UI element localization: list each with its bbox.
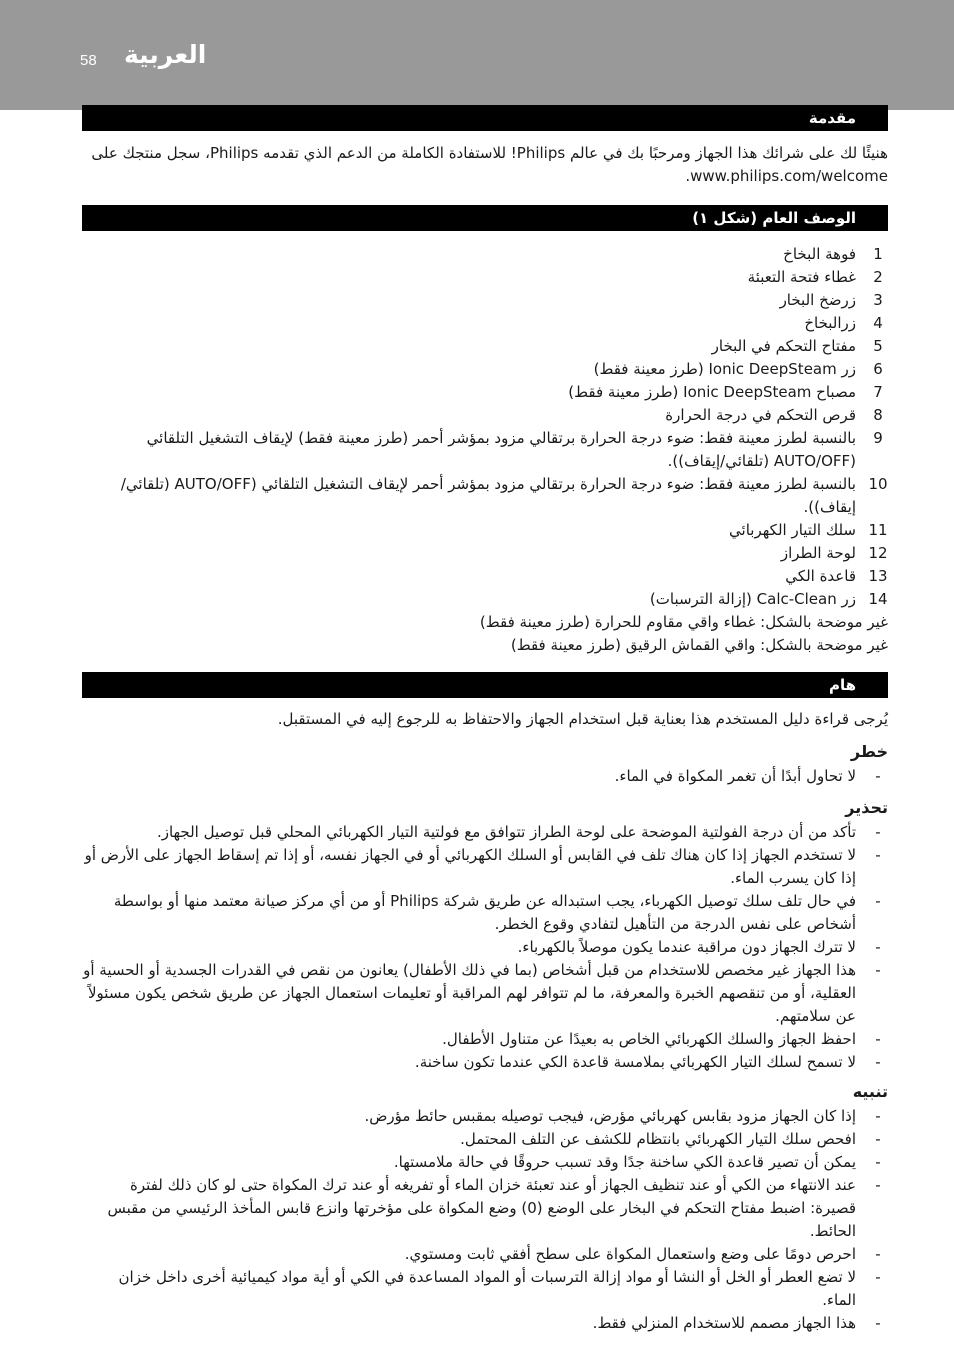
general-list-item <box>82 266 888 289</box>
caution-item <box>82 1312 888 1335</box>
list-item-text: لا تترك الجهاز دون مراقبة عندما يكون موصلاً بالكهرباء. <box>517 938 856 956</box>
list-marker: 14 <box>868 590 888 608</box>
list-marker: 1 <box>873 245 883 263</box>
list-marker: - <box>875 1130 881 1148</box>
caution-item <box>82 1105 888 1128</box>
list-marker: - <box>875 846 881 864</box>
list-item-text: هذا الجهاز غير مخصص للاستخدام من قبل أشخاص (بما في ذلك الأطفال) يعانون من نقص في القدرات الجسدية أو الحسية أو العقلية، أو من تنقصهم الخبرة والمعرفة، ما لم تتوافر لهم المراقبة أو تعليمات استعمال الجهاز عن طريق شخص يكون مسئولاً عن سلامتهم. <box>83 961 856 1025</box>
list-item-text: في حال تلف سلك توصيل الكهرباء، يجب استبداله عن طريق شركة Philips أو من أي مركز صيانة معتمد منها أو بواسطة أشخاص على نفس الدرجة من التأهيل لتفادي وقوع الخطر. <box>113 892 856 933</box>
general-description-list <box>82 243 888 657</box>
list-item-text: مصباح Ionic DeepSteam (طرز معينة فقط) <box>568 383 856 401</box>
section-heading-general: الوصف العام (شكل ١) <box>82 205 888 231</box>
general-list-item <box>82 542 888 565</box>
caution-item <box>82 1266 888 1312</box>
list-item-text: احفظ الجهاز والسلك الكهربائي الخاص به بعيدًا عن متناول الأطفال. <box>442 1030 856 1048</box>
list-marker: - <box>875 1153 881 1171</box>
list-marker: - <box>875 892 881 910</box>
list-item-text: لا تضع العطر أو الخل أو النشا أو مواد إزالة الترسبات أو المواد المساعدة في الكي أو أية مواد كيميائية أخرى داخل خزان الماء. <box>118 1268 856 1309</box>
general-list-item <box>82 588 888 611</box>
list-marker: 12 <box>868 544 888 562</box>
general-list-item <box>82 289 888 312</box>
list-marker: - <box>875 938 881 956</box>
general-list-item <box>82 358 888 381</box>
general-list-item <box>82 565 888 588</box>
list-marker: - <box>875 1030 881 1048</box>
general-note: غير موضحة بالشكل: غطاء واقي مقاوم للحرارة (طرز معينة فقط) <box>479 613 888 631</box>
list-marker: 6 <box>873 360 883 378</box>
list-marker: - <box>875 1268 881 1286</box>
list-marker: - <box>875 1053 881 1071</box>
list-item-text: زرالبخاخ <box>804 314 856 332</box>
list-item-text: لا تسمح لسلك التيار الكهربائي بملامسة قاعدة الكي عندما تكون ساخنة. <box>414 1053 856 1071</box>
list-item-text: هذا الجهاز مصمم للاستخدام المنزلي فقط. <box>592 1314 856 1332</box>
important-intro: يُرجى قراءة دليل المستخدم هذا بعناية قبل استخدام الجهاز والاحتفاظ به للرجوع إليه في المستقبل. <box>277 710 888 728</box>
list-item-text: افحص سلك التيار الكهربائي بانتظام للكشف عن التلف المحتمل. <box>460 1130 856 1148</box>
list-item-text: فوهة البخاخ <box>783 245 856 263</box>
intro-paragraph: هنيئًا لك على شرائك هذا الجهاز ومرحبًا بك في عالم Philips! للاستفادة الكاملة من الدعم الذي تقدمه Philips، سجل منتجك على www.philips.com/welcome. <box>91 144 888 185</box>
warning-item <box>82 821 888 844</box>
list-marker: - <box>875 1107 881 1125</box>
page-header-bar <box>0 0 954 110</box>
list-item-text: زر Ionic DeepSteam (طرز معينة فقط) <box>593 360 856 378</box>
list-item-text: احرص دومًا على وضع واستعمال المكواة على سطح أفقي ثابت ومستوي. <box>404 1245 856 1263</box>
list-marker: 3 <box>873 291 883 309</box>
list-marker: - <box>875 961 881 979</box>
warning-item <box>82 959 888 1028</box>
danger-list <box>82 765 888 788</box>
general-list-item <box>82 243 888 266</box>
general-list-item <box>82 427 888 473</box>
list-marker: 11 <box>868 521 888 539</box>
list-marker: - <box>875 767 881 785</box>
list-item-text: يمكن أن تصير قاعدة الكي ساخنة جدًا وقد تسبب حروقًا في حالة ملامستها. <box>393 1153 856 1171</box>
list-marker: 7 <box>873 383 883 401</box>
list-marker: - <box>875 1176 881 1194</box>
warning-item <box>82 890 888 936</box>
list-item-text: زرضخ البخار <box>779 291 856 309</box>
list-item-text: لا تستخدم الجهاز إذا كان هناك تلف في القابس أو السلك الكهربائي أو في الجهاز نفسه، أو إذا تم إسقاط الجهاز على الأرض أو إذا كان يسرب الماء. <box>84 846 856 887</box>
warning-list <box>82 821 888 1074</box>
list-item-text: قاعدة الكي <box>785 567 856 585</box>
list-marker: - <box>875 1314 881 1332</box>
list-item-text: لوحة الطراز <box>780 544 856 562</box>
caution-item <box>82 1128 888 1151</box>
page-number: 58 <box>80 52 97 69</box>
general-list-item <box>82 335 888 358</box>
list-item-text: بالنسبة لطرز معينة فقط: ضوء درجة الحرارة برتقالي مزود بمؤشر أحمر (طرز معينة فقط) لإيقاف التشغيل التلقائي (AUTO/OFF (تلقائي/إيقاف)). <box>146 429 856 470</box>
list-item-text: غطاء فتحة التعبئة <box>747 268 856 286</box>
caution-list <box>82 1105 888 1335</box>
section-heading-important: هام <box>82 672 888 698</box>
list-item-text: بالنسبة لطرز معينة فقط: ضوء درجة الحرارة برتقالي مزود بمؤشر أحمر لإيقاف التشغيل التلقائي (AUTO/OFF (تلقائي/إيقاف)). <box>120 475 856 516</box>
warning-heading: تحذير <box>845 798 888 817</box>
list-item-text: تأكد من أن درجة الفولتية الموضحة على لوحة الطراز تتوافق مع فولتية التيار الكهربائي المحلي قبل توصيل الجهاز. <box>156 823 856 841</box>
list-marker: 5 <box>873 337 883 355</box>
general-list-item <box>82 312 888 335</box>
warning-item <box>82 1051 888 1074</box>
list-marker: - <box>875 823 881 841</box>
danger-item <box>82 765 888 788</box>
caution-item <box>82 1151 888 1174</box>
warning-item <box>82 936 888 959</box>
list-item-text: زر Calc-Clean (إزالة الترسبات) <box>649 590 856 608</box>
section-heading-intro: مقدمة <box>82 105 888 131</box>
list-item-text: إذا كان الجهاز مزود بقابس كهربائي مؤرض، فيجب توصيله بمقبس حائط مؤرض. <box>364 1107 856 1125</box>
list-item-text: سلك التيار الكهربائي <box>729 521 856 539</box>
general-note: غير موضحة بالشكل: واقي القماش الرقيق (طرز معينة فقط) <box>510 636 888 654</box>
caution-item <box>82 1243 888 1266</box>
list-marker: 8 <box>873 406 883 424</box>
list-item-text: عند الانتهاء من الكي أو عند تنظيف الجهاز أو عند تعبئة خزان الماء أو تفريغه أو عند ترك المكواة حتى لو كان ذلك لفترة قصيرة: اضبط مفتاح التحكم في البخار على الوضع (0) وضع المكواة على مؤخرتها وانزع قابس المأخذ الرئيسي من مقبس الحائط. <box>107 1176 856 1240</box>
general-list-item <box>82 473 888 519</box>
general-list-item <box>82 381 888 404</box>
list-marker: - <box>875 1245 881 1263</box>
list-marker: 13 <box>868 567 888 585</box>
general-list-item <box>82 519 888 542</box>
list-marker: 9 <box>873 429 883 447</box>
list-marker: 2 <box>873 268 883 286</box>
language-title: العربية <box>124 40 207 69</box>
danger-heading: خطر <box>850 742 888 761</box>
general-list-item <box>82 404 888 427</box>
caution-item <box>82 1174 888 1243</box>
warning-item <box>82 1028 888 1051</box>
caution-heading: تنبيه <box>852 1082 888 1101</box>
list-marker: 4 <box>873 314 883 332</box>
list-marker: 10 <box>868 475 888 493</box>
list-item-text: مفتاح التحكم في البخار <box>711 337 856 355</box>
warning-item <box>82 844 888 890</box>
list-item-text: لا تحاول أبدًا أن تغمر المكواة في الماء. <box>614 767 856 785</box>
list-item-text: قرص التحكم في درجة الحرارة <box>665 406 856 424</box>
